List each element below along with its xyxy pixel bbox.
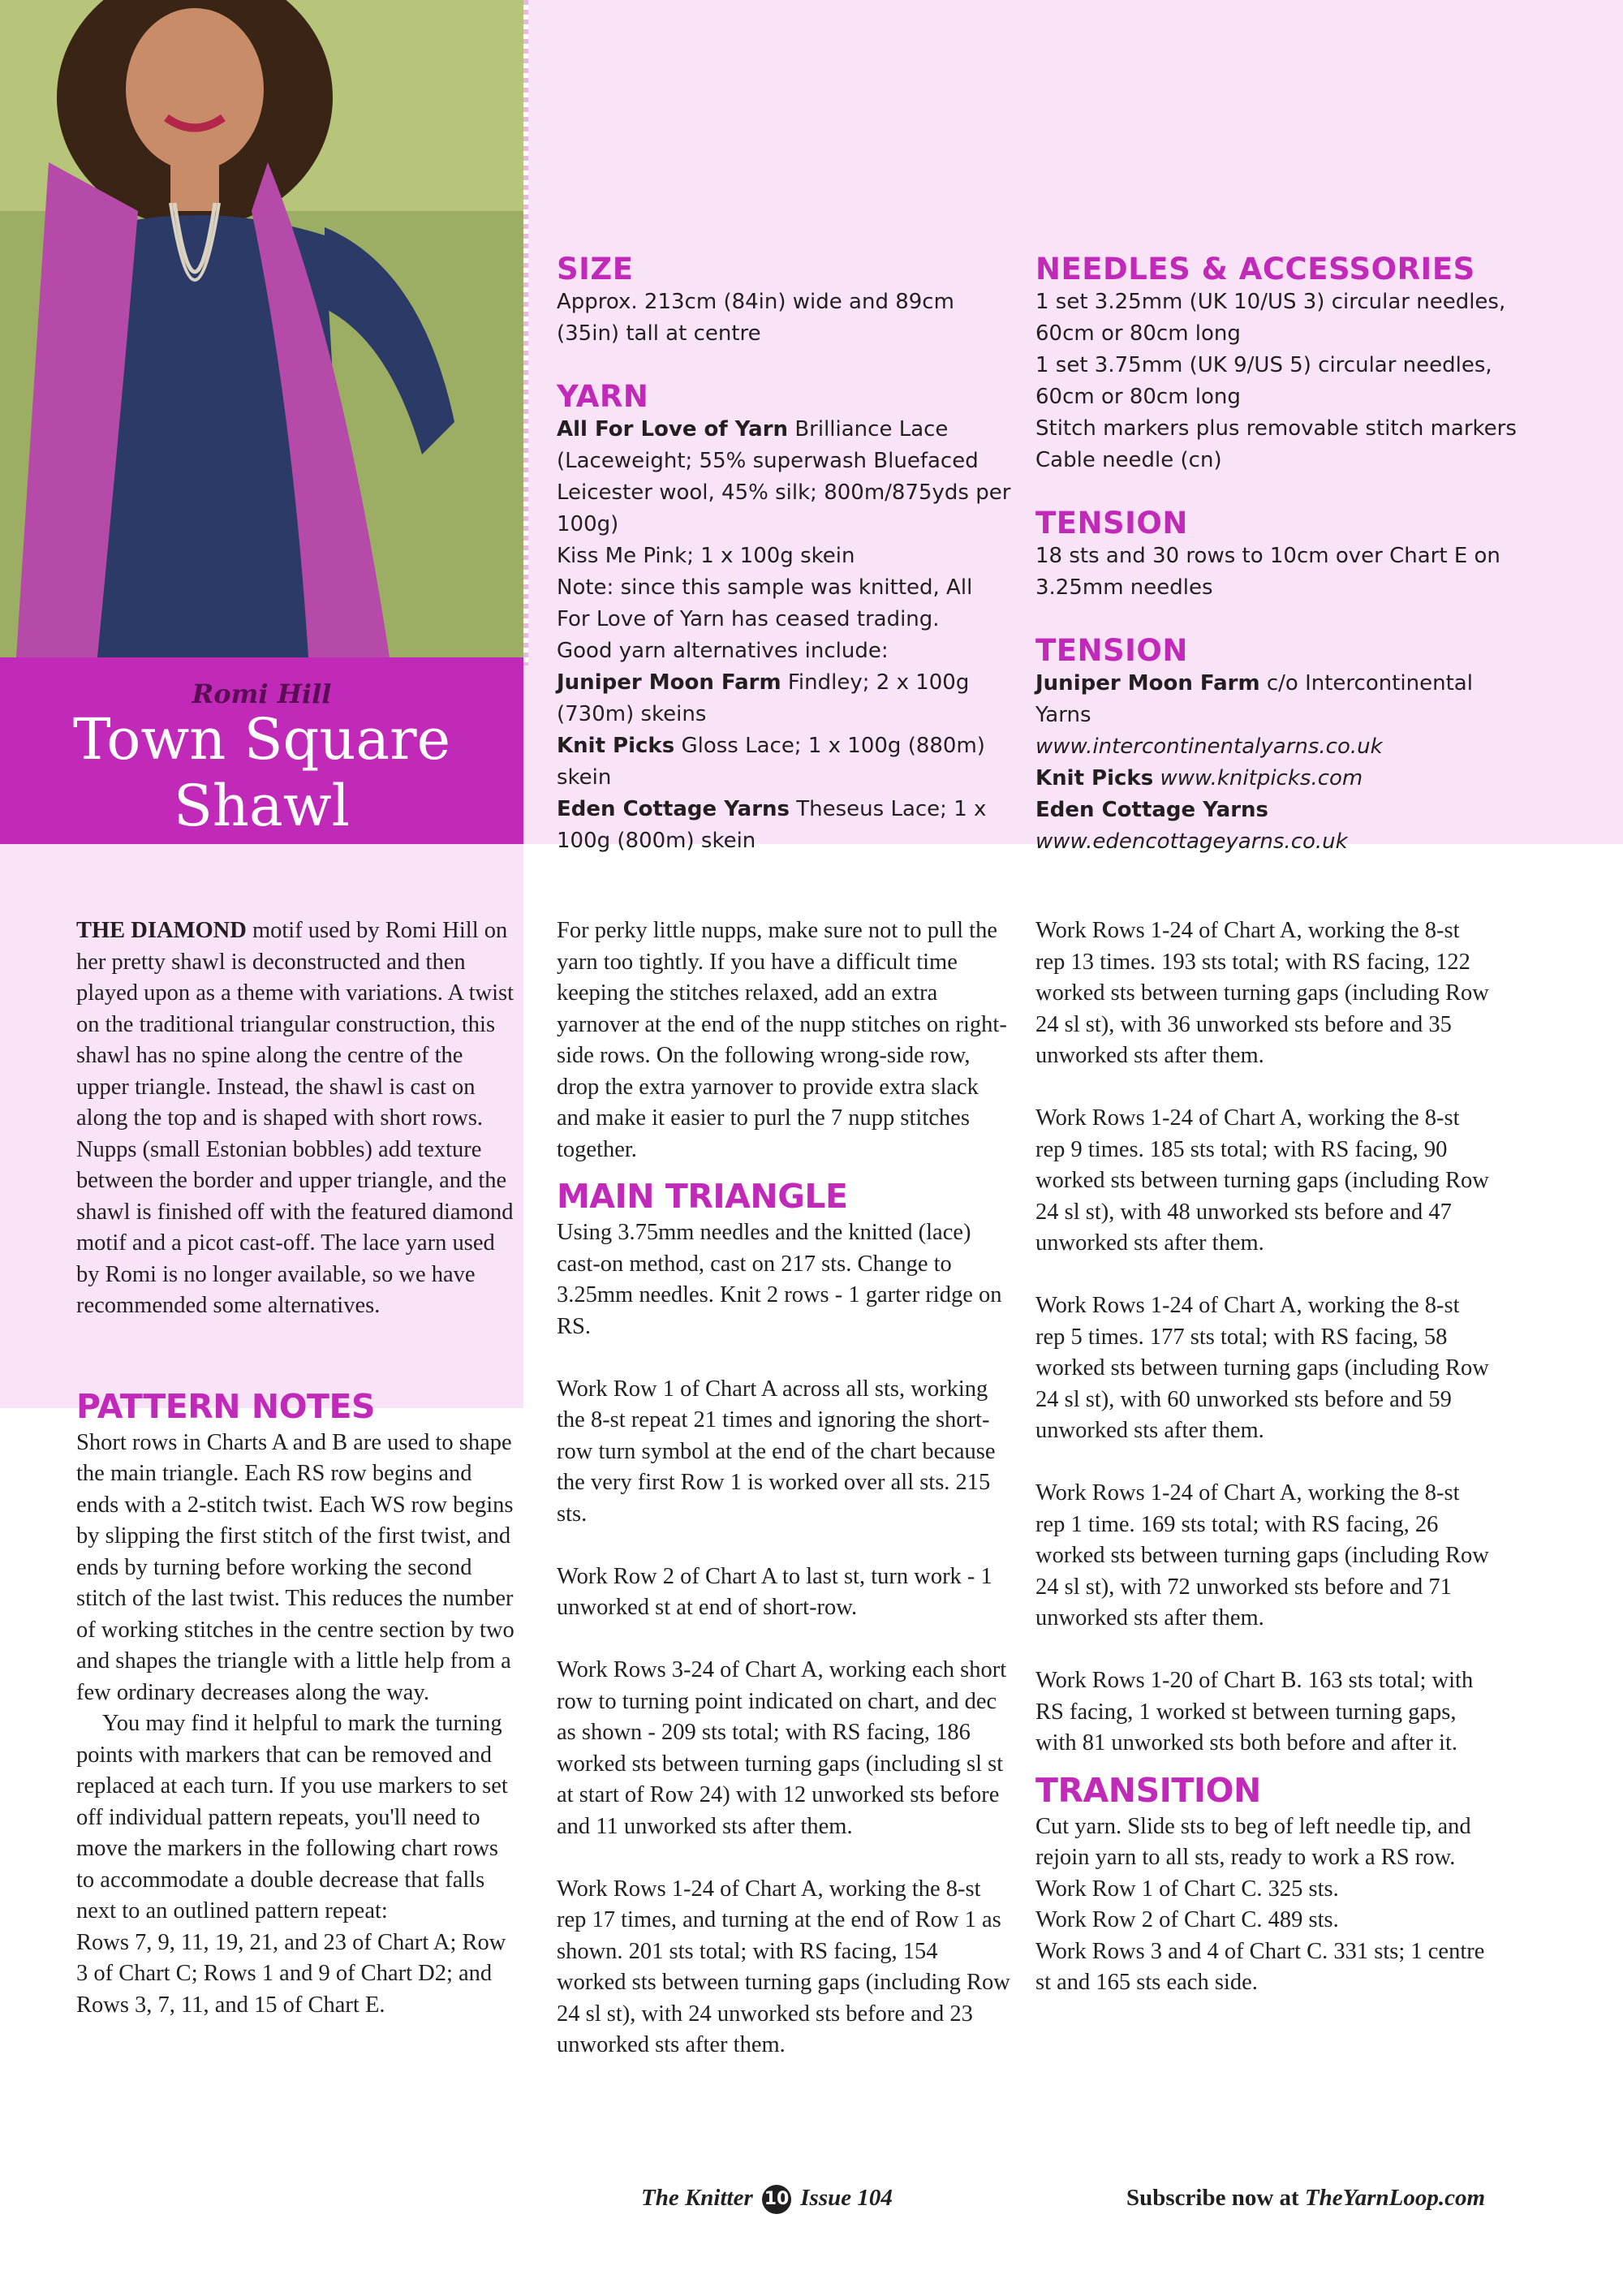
pattern-notes-heading: PATTERN NOTES: [76, 1386, 376, 1426]
chart-b: Work Rows 1-20 of Chart B. 163 sts total; with RS facing, 1 worked st between turning gaps, with 81 unworked sts both before and after it.: [1035, 1668, 1474, 1755]
designer-name: Romi Hill: [192, 678, 332, 709]
tension-heading: TENSION: [1035, 506, 1188, 541]
yarn-note: Note: since this sample was knitted, All For Love of Yarn has ceased trading.: [557, 575, 973, 631]
page-number: 10: [762, 2185, 791, 2214]
main-triangle-p1: Using 3.75mm needles and the knitted (lace) cast-on method, cast on 217 sts. Change to 3.25mm needles. Knit 2 rows - 1 garter ridge on RS.: [557, 1220, 1002, 1339]
chart-a-rep5: Work Rows 1-24 of Chart A, working the 8-st rep 5 times. 177 sts total; with RS facing, 58 worked sts between turning gaps (including Row 24 sl st), with 60 unworked sts before and 59 unworked sts after them.: [1035, 1293, 1489, 1443]
pattern-notes-p2: You may find it helpful to mark the turning points with markers that can be removed and replaced at each turn. If you use markers to set off individual pattern repeats, you'll need to move the markers in the following chart rows to accommodate a double decrease that falls next to an outlined pattern repeat:: [76, 1711, 508, 1923]
supplier-1-url: www.intercontinentalyarns.co.uk: [1035, 734, 1383, 759]
yarn-main: All For Love of Yarn Brilliance Lace (Laceweight; 55% superwash Bluefaced Leicester wool, 45% silk; 800m/875yds per 100g): [557, 417, 1011, 536]
info-column-2: [1035, 252, 1522, 858]
model-photo: [0, 0, 523, 657]
transition-p4: Work Rows 3 and 4 of Chart C. 331 sts; 1 centre st and 165 sts each side.: [1035, 1938, 1485, 1995]
chart-a-rep1: Work Rows 1-24 of Chart A, working the 8-st rep 1 time. 169 sts total; with RS facing, 26 worked sts between turning gaps (including Row 24 sl st), with 72 unworked sts before and 71 unworked sts after them.: [1035, 1480, 1489, 1630]
main-triangle-p5: Work Rows 1-24 of Chart A, working the 8-st rep 17 times, and turning at the end of Row 1 as shown. 201 sts total; with RS facing, 154 worked sts between turning gaps (including Row 24 sl st), with 24 unworked sts before and 23 unworked sts after them.: [557, 1876, 1010, 2057]
supplier-3: Eden Cottage Yarns www.edencottageyarns.co.uk: [1035, 798, 1348, 854]
needles-heading: NEEDLES & ACCESSORIES: [1035, 252, 1475, 286]
size-text: Approx. 213cm (84in) wide and 89cm (35in) tall at centre: [557, 290, 954, 346]
main-triangle-p4: Work Rows 3-24 of Chart A, working each short row to turning point indicated on chart, and dec as shown - 209 sts total; with RS facing, 186 worked sts between turning gaps (including sl st at start of Row 24) with 12 unworked sts before and 11 unworked sts after them.: [557, 1657, 1007, 1839]
yarn-heading: YARN: [557, 379, 649, 414]
supplier-1: Juniper Moon Farm c/o Intercontinental Yarns www.intercontinentalyarns.co.uk: [1035, 671, 1473, 759]
body-column-3: [1035, 915, 1490, 1999]
needles-line-2: 1 set 3.75mm (UK 9/US 5) circular needles, 60cm or 80cm long: [1035, 353, 1492, 409]
tension-text: 18 sts and 30 rows to 10cm over Chart E on 3.25mm needles: [1035, 544, 1500, 600]
size-heading: SIZE: [557, 252, 634, 286]
magazine-name: The Knitter: [641, 2185, 753, 2211]
intro-paragraph: THE DIAMOND motif used by Romi Hill on her pretty shawl is deconstructed and then played upon as a theme with variations. A twist on the traditional triangular construction, this shawl has no spine along the centre of the upper triangle. Instead, the shawl is cast on along the top and is shaped with short rows. Nupps (small Estonian bobbles) add texture between the border and upper triangle, and the shawl is finished off with the featured diamond motif and a picot cast-off. The lace yarn used by Romi is no longer available, so we have recommended some alternatives.: [76, 918, 514, 1318]
title-block: [0, 657, 523, 844]
chart-a-rep9: Work Rows 1-24 of Chart A, working the 8-st rep 9 times. 185 sts total; with RS facing, 90 worked sts between turning gaps (including Row 24 sl st), with 48 unworked sts before and 47 unworked sts after them.: [1035, 1105, 1489, 1256]
suppliers-heading: TENSION: [1035, 633, 1188, 668]
issue-number: Issue 104: [800, 2185, 893, 2211]
yarn-alternative-2: Knit Picks Gloss Lace; 1 x 100g (880m) skein: [557, 734, 985, 790]
yarn-alternatives-intro: Good yarn alternatives include:: [557, 639, 889, 663]
needles-line-4: Cable needle (cn): [1035, 448, 1222, 472]
photo-divider: [523, 0, 528, 666]
page-footer: [0, 2185, 1623, 2225]
pattern-notes-p3: Rows 7, 9, 11, 19, 21, and 23 of Chart A; Row 3 of Chart C; Rows 1 and 9 of Chart D2; and Rows 3, 7, 11, and 15 of Chart E.: [76, 1929, 506, 2018]
pattern-notes-p1: Short rows in Charts A and B are used to shape the main triangle. Each RS row begins and ends with a 2-stitch twist. Each WS row begins by slipping the first stitch of the first twist, and ends by turning before working the second stitch of the last twist. This reduces the number of working stitches in the centre section by two and shapes the triangle with a little help from a few ordinary decreases along the way.: [76, 1429, 514, 1705]
yarn-colour: Kiss Me Pink; 1 x 100g skein: [557, 544, 855, 568]
supplier-3-url: www.edencottageyarns.co.uk: [1035, 829, 1348, 854]
chart-a-rep13: Work Rows 1-24 of Chart A, working the 8-st rep 13 times. 193 sts total; with RS facing, 122 worked sts between turning gaps (including Row 24 sl st), with 36 unworked sts before and 35 unworked sts after them.: [1035, 918, 1489, 1068]
main-triangle-p3: Work Row 2 of Chart A to last st, turn work - 1 unworked st at end of short-row.: [557, 1563, 992, 1620]
body-column-1: [76, 915, 514, 2021]
body-column-2: [557, 915, 1011, 2061]
needles-line-3: Stitch markers plus removable stitch markers: [1035, 416, 1517, 441]
model-illustration: [0, 0, 523, 657]
supplier-2-url: www.knitpicks.com: [1153, 766, 1363, 790]
transition-p1: Cut yarn. Slide sts to beg of left needle tip, and rejoin yarn to all sts, ready to work a RS row.: [1035, 1813, 1471, 1870]
needles-line-1: 1 set 3.25mm (UK 10/US 3) circular needles, 60cm or 80cm long: [1035, 290, 1506, 346]
info-column-1: [557, 252, 1011, 857]
footer-subscribe: Subscribe now at TheYarnLoop.com: [1126, 2185, 1485, 2211]
yarn-alternative-1: Juniper Moon Farm Findley; 2 x 100g (730m) skeins: [557, 670, 970, 726]
transition-p2: Work Row 1 of Chart C. 325 sts.: [1035, 1876, 1339, 1902]
pattern-title: [0, 706, 523, 839]
yarn-alternative-3: Eden Cottage Yarns Theseus Lace; 1 x 100g (800m) skein: [557, 797, 987, 853]
footer-issue: [641, 2185, 893, 2214]
subscribe-link[interactable]: TheYarnLoop.com: [1304, 2185, 1485, 2211]
transition-heading: TRANSITION: [1035, 1770, 1261, 1810]
title-line-2: Shawl: [173, 773, 351, 839]
nupps-tip: For perky little nupps, make sure not to pull the yarn too tightly. If you have a difficult time keeping the stitches relaxed, add an extra yarnover at the end of the nupp stitches on right-side rows. On the following wrong-side row, drop the extra yarnover to provide extra slack and make it easier to purl the 7 nupp stitches together.: [557, 918, 1007, 1162]
transition-p3: Work Row 2 of Chart C. 489 sts.: [1035, 1907, 1339, 1932]
supplier-2: Knit Picks www.knitpicks.com: [1035, 766, 1363, 790]
main-triangle-heading: MAIN TRIANGLE: [557, 1177, 848, 1216]
main-triangle-p2: Work Row 1 of Chart A across all sts, working the 8-st repeat 21 times and ignoring the short-row turn symbol at the end of the chart because the very first Row 1 is worked over all sts. 215 sts.: [557, 1376, 996, 1527]
title-line-1: Town Square: [72, 706, 451, 773]
